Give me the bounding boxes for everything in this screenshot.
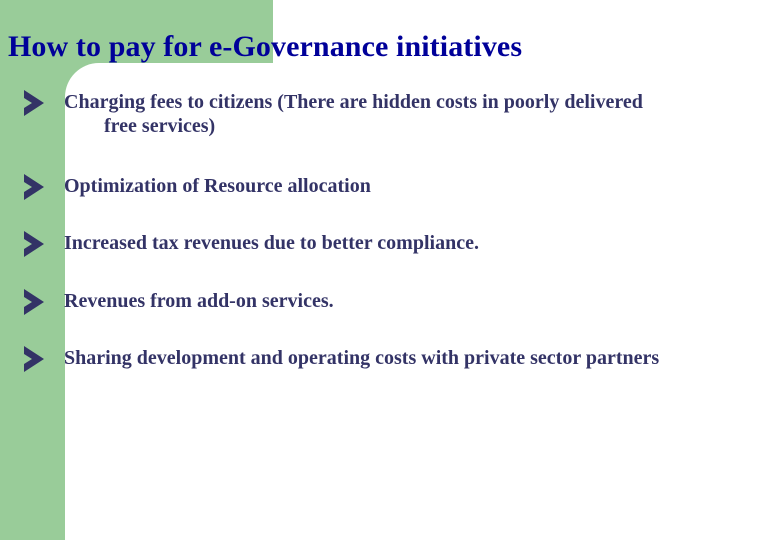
bullet-text: Optimization of Resource allocation xyxy=(64,175,371,197)
bullet-item xyxy=(22,90,777,138)
arrowhead-bullet-icon xyxy=(22,344,46,374)
bullet-item xyxy=(22,231,777,259)
arrowhead-bullet-icon xyxy=(22,88,46,118)
bullet-text: Revenues from add-on services. xyxy=(64,290,334,312)
bullet-item xyxy=(22,174,777,202)
bullet-line: Charging fees to citizens (There are hidden costs in poorly delivered xyxy=(64,91,643,113)
bullet-line-continued: free services) xyxy=(104,115,216,137)
bullet-item xyxy=(22,346,777,374)
arrowhead-bullet-icon xyxy=(22,172,46,202)
bullet-list xyxy=(22,0,777,540)
bullet-text xyxy=(64,90,777,138)
bullet-item xyxy=(22,289,777,317)
arrowhead-bullet-icon xyxy=(22,287,46,317)
bullet-text: Sharing development and operating costs with private sector partners xyxy=(64,347,660,369)
arrowhead-bullet-icon xyxy=(22,229,46,259)
bullet-text: Increased tax revenues due to better compliance. xyxy=(64,232,479,254)
slide-title: How to pay for e-Governance initiatives xyxy=(8,30,523,63)
